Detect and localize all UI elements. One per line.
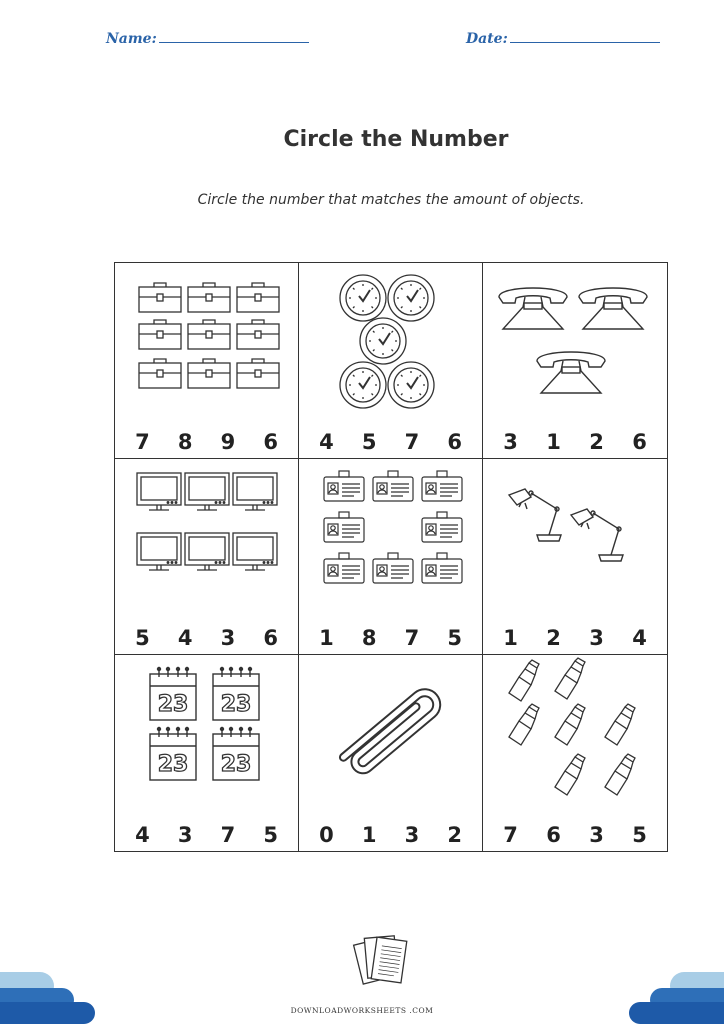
calendar-number: 23 [157, 692, 189, 717]
date-line[interactable] [510, 30, 660, 43]
answer-option[interactable]: 3 [589, 626, 604, 650]
name-field [106, 30, 309, 47]
problem-cell-lamps [483, 459, 667, 655]
answer-option[interactable]: 2 [589, 430, 604, 454]
answer-option[interactable]: 7 [220, 823, 236, 847]
answer-options [299, 430, 482, 454]
answer-options [115, 823, 298, 847]
answer-option[interactable]: 8 [361, 626, 377, 650]
footer-site: DOWNLOADWORKSHEETS .COM [290, 1006, 434, 1015]
answer-option[interactable]: 3 [503, 430, 518, 454]
answer-option[interactable]: 1 [319, 626, 334, 650]
answer-options [299, 823, 482, 847]
clock-icon [299, 263, 483, 423]
answer-option[interactable]: 8 [177, 430, 193, 454]
problem-cell-id-cards [299, 459, 483, 655]
answer-option[interactable]: 5 [632, 823, 647, 847]
answer-option[interactable]: 3 [404, 823, 420, 847]
worksheets-logo [344, 927, 420, 1003]
calendar-number: 23 [157, 752, 189, 777]
answer-option[interactable]: 1 [503, 626, 518, 650]
problem-cell-calendars [115, 655, 299, 851]
answer-option[interactable]: 5 [447, 626, 462, 650]
answer-options [483, 430, 667, 454]
answer-option[interactable]: 4 [632, 626, 647, 650]
instruction-text: Circle the number that matches the amount of objects. [197, 192, 585, 208]
answer-option[interactable]: 6 [263, 626, 278, 650]
answer-option[interactable]: 6 [447, 430, 462, 454]
date-label: Date: [466, 31, 508, 47]
answer-options [115, 626, 298, 650]
answer-option[interactable]: 6 [263, 430, 278, 454]
answer-option[interactable]: 6 [546, 823, 561, 847]
answer-options [483, 626, 667, 650]
problem-cell-monitors [115, 459, 299, 655]
problem-cell-paper-clip [299, 655, 483, 851]
answer-option[interactable]: 3 [589, 823, 604, 847]
answer-option[interactable]: 4 [135, 823, 150, 847]
calendar-number: 23 [220, 692, 252, 717]
answer-option[interactable]: 1 [361, 823, 377, 847]
answer-option[interactable]: 3 [177, 823, 193, 847]
answer-options [115, 430, 298, 454]
problem-cell-telephones [483, 263, 667, 459]
answer-option[interactable]: 6 [632, 430, 647, 454]
desk-lamp-icon [483, 459, 667, 619]
answer-option[interactable]: 2 [546, 626, 561, 650]
problem-cell-clocks [299, 263, 483, 459]
date-field [466, 30, 660, 47]
briefcase-icon [115, 263, 299, 423]
answer-option[interactable]: 7 [404, 626, 420, 650]
calendar-number: 23 [220, 752, 252, 777]
name-label: Name: [106, 31, 157, 47]
problem-cell-briefcases [115, 263, 299, 459]
answer-option[interactable]: 4 [177, 626, 193, 650]
answer-option[interactable]: 1 [546, 430, 561, 454]
answer-option[interactable]: 5 [263, 823, 278, 847]
answer-option[interactable]: 7 [135, 430, 150, 454]
decorative-wave-right [614, 972, 724, 1024]
page-title: Circle the Number [283, 127, 509, 152]
telephone-icon [483, 263, 667, 423]
id-card-icon [299, 459, 483, 619]
answer-options [483, 823, 667, 847]
answer-option[interactable]: 2 [447, 823, 462, 847]
answer-option[interactable]: 5 [135, 626, 150, 650]
answer-options [299, 626, 482, 650]
paper-clip-icon [299, 655, 483, 815]
answer-option[interactable]: 9 [220, 430, 236, 454]
monitor-icon [115, 459, 299, 619]
highlighter-icon [483, 655, 667, 815]
answer-option[interactable]: 7 [503, 823, 518, 847]
answer-option[interactable]: 7 [404, 430, 420, 454]
problem-cell-highlighters [483, 655, 667, 851]
answer-option[interactable]: 3 [220, 626, 236, 650]
name-line[interactable] [159, 30, 309, 43]
answer-option[interactable]: 0 [319, 823, 334, 847]
answer-option[interactable]: 4 [319, 430, 334, 454]
worksheet-grid [114, 262, 668, 852]
answer-option[interactable]: 5 [361, 430, 377, 454]
calendar-icon [115, 655, 299, 815]
decorative-wave-left [0, 972, 110, 1024]
